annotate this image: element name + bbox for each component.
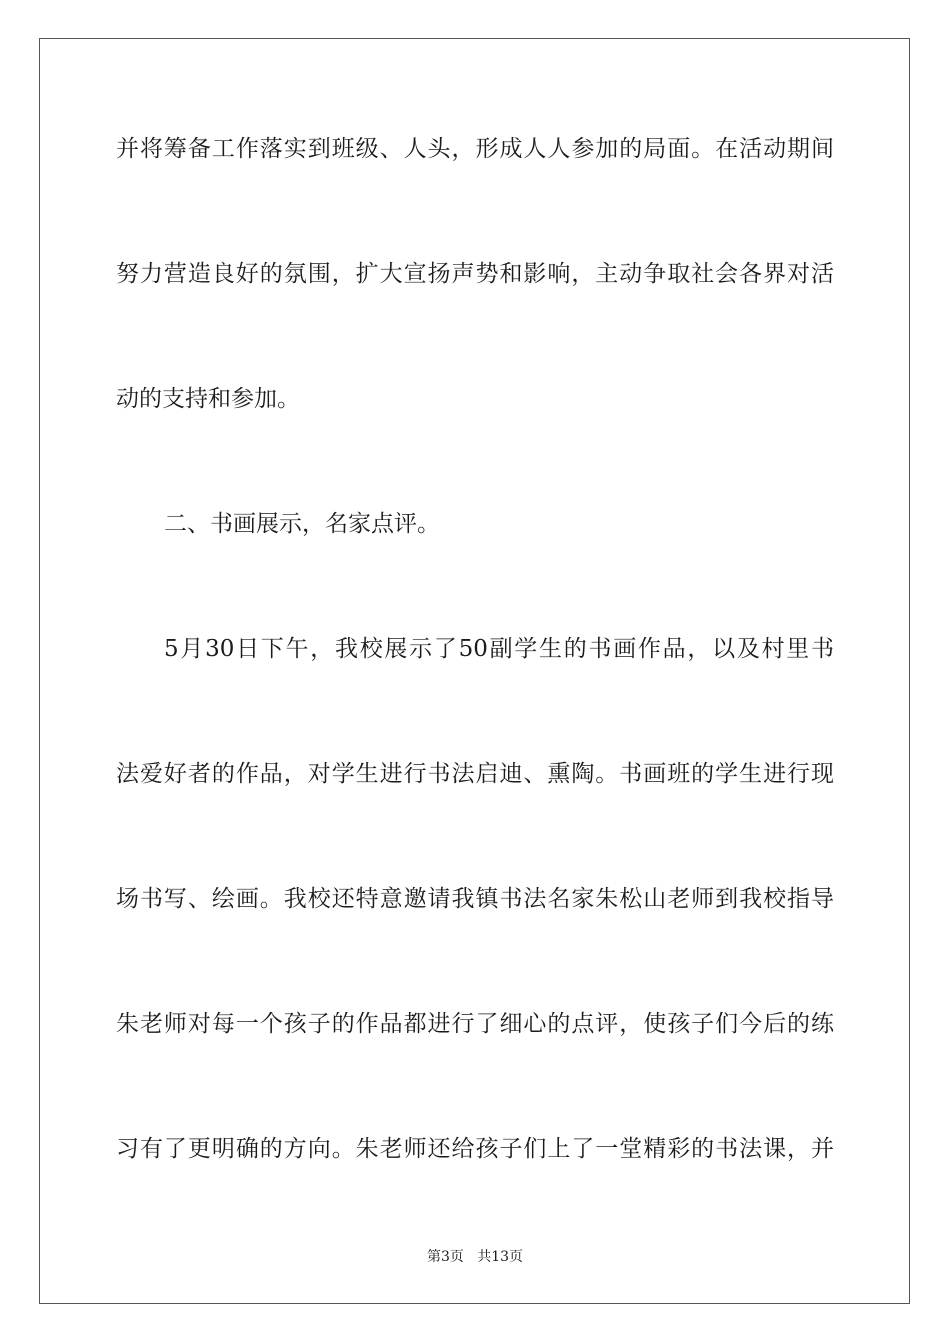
paragraph-line-2: 努力营造良好的氛围，扩大宣扬声势和影响，主动争取社会各界对活 bbox=[116, 261, 834, 287]
page-number-footer: 第3页 共13页 bbox=[426, 1249, 524, 1265]
paragraph-line-8: 朱老师对每一个孩子的作品都进行了细心的点评，使孩子们今后的练 bbox=[116, 1011, 834, 1037]
section-heading: 二、书画展示，名家点评。 bbox=[164, 511, 440, 537]
paragraph-line-9: 习有了更明确的方向。朱老师还给孩子们上了一堂精彩的书法课，并 bbox=[116, 1136, 834, 1162]
paragraph-line-6: 法爱好者的作品，对学生进行书法启迪、熏陶。书画班的学生进行现 bbox=[116, 761, 834, 787]
paragraph-line-7: 场书写、绘画。我校还特意邀请我镇书法名家朱松山老师到我校指导 bbox=[116, 886, 834, 912]
paragraph-line-5: 5月30日下午，我校展示了50副学生的书画作品，以及村里书 bbox=[164, 636, 834, 662]
paragraph-line-1: 并将筹备工作落实到班级、人头，形成人人参加的局面。在活动期间 bbox=[116, 136, 834, 162]
paragraph-line-3: 动的支持和参加。 bbox=[116, 386, 300, 412]
page-border bbox=[39, 38, 910, 1304]
